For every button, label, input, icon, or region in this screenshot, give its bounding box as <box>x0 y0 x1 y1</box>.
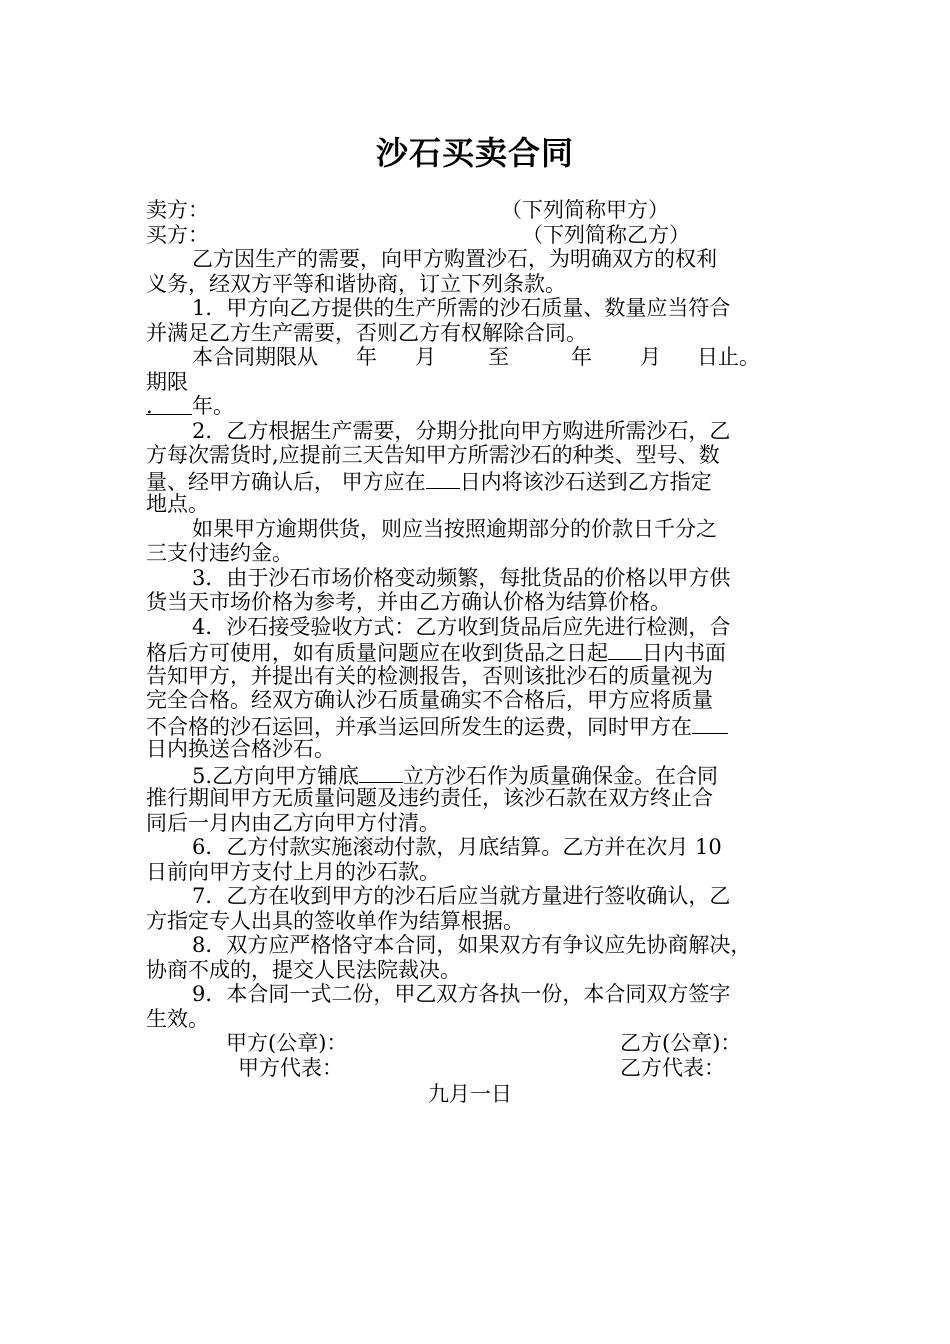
date-line <box>146 1082 810 1107</box>
buyer-note: （下列简称乙方） <box>522 222 690 247</box>
clause-5-line: 推行期间甲方无质量问题及违约责任，该沙石款在双方终止合 <box>146 786 713 810</box>
blank-notice-days <box>608 639 642 660</box>
clause-4-line: 4．沙石接受验收方式：乙方收到货品后应先进行检测，合 <box>192 614 731 639</box>
period-to: 至 <box>488 345 509 369</box>
clause-4-line <box>146 713 810 738</box>
party-a-seal: 甲方(公章)： <box>226 1031 348 1055</box>
party-b-representative: 乙方代表： <box>620 1055 725 1080</box>
clause-4-text: 格后方可使用，如有质量问题应在收到货品之日起 <box>146 641 608 665</box>
party-a-representative: 甲方代表： <box>238 1055 343 1080</box>
clause-2-line: 2．乙方根据生产需要，分期分批向甲方购进所需沙石，乙 <box>192 418 731 443</box>
document-title: 沙石买卖合同 <box>375 134 574 172</box>
clause-8-line: 8．双方应严格恪守本合同，如果双方有争议应先协商解决， <box>192 933 752 957</box>
clause-3-line: 3．由于沙石市场价格变动频繁，每批货品的价格以甲方供 <box>192 565 731 590</box>
period-month-2: 月 <box>640 345 661 369</box>
representative-line <box>146 1056 810 1081</box>
period-year-1: 年 <box>356 345 377 369</box>
blank-years <box>146 394 192 418</box>
clause-4-line: 完全合格。经双方确认沙石质量确实不合格后，甲方应将质量 <box>146 688 713 712</box>
period-line <box>146 345 810 370</box>
clause-2-text: 量、经甲方确认后， 甲方应在 <box>146 469 426 494</box>
clause-6-line: 日前向甲方支付上月的沙石款。 <box>146 859 440 884</box>
clause-4-line: 告知甲方，并提出有关的检测报告，否则该批沙石的质量视为 <box>146 663 713 688</box>
period-end: 日止。 <box>697 345 760 369</box>
seller-line <box>146 198 810 223</box>
clause-5-text: 5.乙方向甲方铺底 <box>192 763 360 788</box>
clause-9-line: 9．本合同一式二份，甲乙双方各执一份，本合同双方签字 <box>192 982 731 1006</box>
clause-2-line: 方每次需货时,应提前三天告知甲方所需沙石的种类、型号、数 <box>146 443 720 467</box>
clause-4-line <box>146 639 810 664</box>
clause-8-line: 协商不成的，提交人民法院裁决。 <box>146 957 461 982</box>
period-dot: . <box>146 394 153 418</box>
seller-label: 卖方： <box>146 198 209 222</box>
seal-line <box>146 1031 810 1056</box>
buyer-line <box>146 223 810 248</box>
clause-7-line: 方指定专人出具的签收单作为结算根据。 <box>146 908 524 933</box>
intro-line: 乙方因生产的需要，向甲方购置沙石，为明确双方的权利 <box>192 247 717 271</box>
clause-1-line: 并满足乙方生产需要，否则乙方有权解除合同。 <box>146 320 587 345</box>
period-month-1: 月 <box>415 345 436 369</box>
seller-note: （下列简称甲方） <box>501 198 669 222</box>
clause-3-line: 货当天市场价格为参考，并由乙方确认价格为结算价格。 <box>146 590 671 614</box>
period-limit-label: 期限 <box>146 369 188 394</box>
clause-7-line: 7．乙方在收到甲方的沙石后应当就方量进行签收确认，乙 <box>192 884 731 908</box>
late-penalty-line: 三支付违约金。 <box>146 541 293 565</box>
signing-date: 九月一日 <box>428 1082 512 1106</box>
late-penalty-line: 如果甲方逾期供货，则应当按照逾期部分的价款日千分之 <box>192 516 717 541</box>
clause-5-line <box>146 762 810 787</box>
clause-1-line: 1．甲方向乙方提供的生产所需的沙石质量、数量应当符合 <box>192 296 731 320</box>
blank-deposit-volume <box>359 762 403 783</box>
intro-line: 义务，经双方平等和谐协商，订立下列条款。 <box>146 271 566 296</box>
clause-9-line: 生效。 <box>146 1006 209 1031</box>
period-years-line <box>146 394 810 419</box>
period-prefix: 本合同期限从 <box>192 345 318 369</box>
buyer-label: 买方： <box>146 222 209 247</box>
clause-2-line: 地点。 <box>146 492 209 516</box>
clause-2-text: 日内将该沙石送到乙方指定 <box>459 469 712 494</box>
period-year-2: 年 <box>571 345 592 369</box>
clause-5-text: 立方沙石作为质量确保金。在合同 <box>403 763 719 788</box>
party-b-seal: 乙方(公章)： <box>620 1031 742 1055</box>
blank-replace-days <box>692 713 728 734</box>
blank-delivery-days <box>426 468 460 489</box>
clause-4-text: 不合格的沙石运回，并承当运回所发生的运费，同时甲方在 <box>146 714 692 739</box>
contract-body <box>146 198 810 1107</box>
clause-2-line <box>146 468 810 493</box>
clause-4-line: 日内换送合格沙石。 <box>146 737 335 761</box>
clause-6-line: 6．乙方付款实施滚动付款，月底结算。乙方并在次月 10 <box>192 835 722 859</box>
clause-4-text: 日内书面 <box>642 641 726 665</box>
clause-5-line: 同后一月内由乙方向甲方付清。 <box>146 810 440 835</box>
period-year-suffix: 年。 <box>192 394 234 418</box>
